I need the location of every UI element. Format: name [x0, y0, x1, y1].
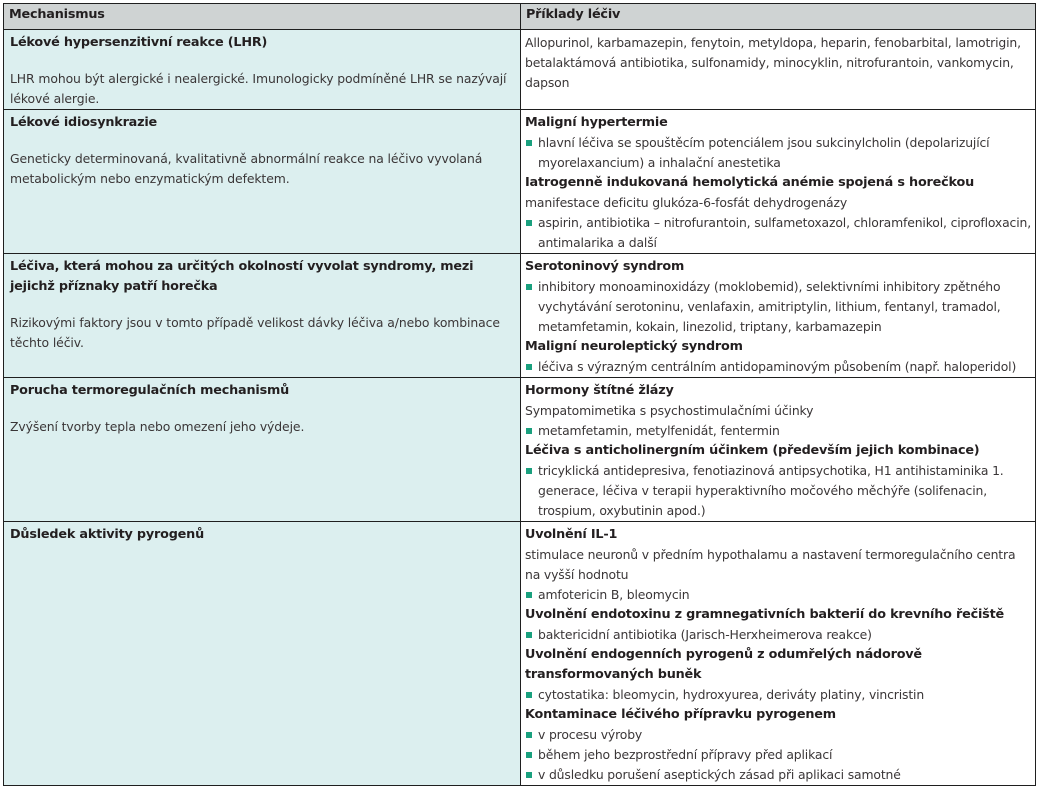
bullet-item: [525, 685, 1031, 705]
bullet-square-icon: [526, 364, 532, 370]
mechanism-cell: [4, 254, 521, 378]
bullet-square-icon: [526, 772, 532, 778]
mechanism-cell: [4, 110, 521, 254]
bullet-item: [525, 277, 1031, 337]
bullet-square-icon: [526, 692, 532, 698]
table-row: [4, 254, 1036, 378]
bullet-item: [525, 765, 1031, 785]
bullet-text: léčiva s výrazným centrálním antidopaminovým působením (např. haloperidol): [538, 359, 1017, 374]
bullet-square-icon: [526, 732, 532, 738]
table-body: [4, 30, 1036, 786]
examples-cell: [521, 30, 1036, 110]
bullet-item: [525, 625, 1031, 645]
bullet-square-icon: [526, 468, 532, 474]
bullet-text: inhibitory monoaminoxidázy (moklobemid), selektivními inhibitory zpětného vychytávání serotoninu, venlafaxin, amitriptylin, lithium, fentanyl, tramadol, metamfetamin, kokain, linezolid, triptany, karbamazepin: [538, 279, 1001, 334]
example-heading: Uvolnění IL-1: [525, 527, 618, 542]
mechanism-title: Lékové hypersenzitivní reakce (LHR): [10, 35, 268, 50]
bullet-item: [525, 357, 1031, 377]
examples-cell: [521, 110, 1036, 254]
bullet-item: [525, 461, 1031, 521]
table-header-row: [4, 4, 1036, 30]
mechanism-description: LHR mohou být alergické i nealergické. Imunologicky podmíněné LHR se nazývají lékové alergie.: [10, 71, 507, 106]
example-text: Sympatomimetika s psychostimulačními účinky: [525, 403, 814, 418]
bullet-text: cytostatika: bleomycin, hydroxyurea, deriváty platiny, vincristin: [538, 687, 925, 702]
mechanism-description: Geneticky determinovaná, kvalitativně abnormální reakce na léčivo vyvolaná metabolickým nebo enzymatickým defektem.: [10, 151, 483, 186]
bullet-text: v důsledku porušení aseptických zásad při aplikaci samotné: [538, 767, 901, 782]
mechanism-description: Rizikovými faktory jsou v tomto případě velikost dávky léčiva a/nebo kombinace těchto léčiv.: [10, 315, 500, 350]
bullet-item: [525, 213, 1031, 253]
document: [3, 3, 1035, 786]
bullet-text: aspirin, antibiotika – nitrofurantoin, sulfametoxazol, chloramfenikol, ciprofloxacin, antimalarika a další: [538, 215, 1032, 250]
example-heading: Kontaminace léčivého přípravku pyrogenem: [525, 707, 836, 722]
table-row: [4, 378, 1036, 522]
example-heading: Serotoninový syndrom: [525, 259, 685, 274]
table-row: [4, 30, 1036, 110]
bullet-item: [525, 421, 1031, 441]
example-heading: Uvolnění endotoxinu z gramnegativních bakterií do krevního řečiště: [525, 607, 1004, 622]
examples-cell: [521, 378, 1036, 522]
mechanism-cell: [4, 30, 521, 110]
bullet-square-icon: [526, 140, 532, 146]
mechanism-title: Léčiva, která mohou za určitých okolností vyvolat syndromy, mezi jejichž příznaky patří horečka: [10, 259, 474, 294]
bullet-text: hlavní léčiva se spouštěcím potenciálem jsou sukcinylcholin (depolarizující myorelaxancium) a inhalační anestetika: [538, 135, 990, 170]
mechanism-title: Lékové idiosynkrazie: [10, 115, 158, 130]
example-text: stimulace neuronů v předním hypothalamu a nastavení termoregulačního centra na vyšší hodnotu: [525, 547, 1016, 582]
example-heading: Maligní hypertermie: [525, 115, 668, 130]
bullet-square-icon: [526, 220, 532, 226]
bullet-square-icon: [526, 752, 532, 758]
example-heading: Hormony štítné žlázy: [525, 383, 674, 398]
example-heading: Iatrogenně indukovaná hemolytická anémie spojená s horečkou: [525, 175, 974, 190]
bullet-square-icon: [526, 284, 532, 290]
example-text: Allopurinol, karbamazepin, fenytoin, metyldopa, heparin, fenobarbital, lamotrigin, betalaktámová antibiotika, sulfonamidy, minocyklin, nitrofurantoin, vankomycin, dapson: [525, 35, 1021, 90]
bullet-text: během jeho bezprostřední přípravy před aplikací: [538, 747, 833, 762]
table-row: [4, 110, 1036, 254]
header-mechanism: Mechanismus: [4, 4, 521, 30]
bullet-square-icon: [526, 428, 532, 434]
bullet-item: [525, 725, 1031, 745]
bullet-square-icon: [526, 592, 532, 598]
drug-fever-table: [3, 3, 1036, 786]
examples-cell: [521, 522, 1036, 786]
header-examples: Příklady léčiv: [521, 4, 1036, 30]
bullet-text: baktericidní antibiotika (Jarisch-Herxheimerova reakce): [538, 627, 872, 642]
bullet-item: [525, 133, 1031, 173]
bullet-text: v procesu výroby: [538, 727, 643, 742]
examples-cell: [521, 254, 1036, 378]
example-heading: Maligní neuroleptický syndrom: [525, 339, 743, 354]
bullet-item: [525, 585, 1031, 605]
bullet-square-icon: [526, 632, 532, 638]
bullet-text: amfotericin B, bleomycin: [538, 587, 690, 602]
example-text: manifestace deficitu glukóza-6-fosfát dehydrogenázy: [525, 195, 848, 210]
bullet-text: tricyklická antidepresiva, fenotiazinová antipsychotika, H1 antihistaminika 1. generace, léčiva v terapii hyperaktivního močového měchýře (solifenacin, trospium, oxybutinin apod.): [538, 463, 1004, 518]
mechanism-cell: [4, 522, 521, 786]
mechanism-cell: [4, 378, 521, 522]
mechanism-title: Důsledek aktivity pyrogenů: [10, 527, 204, 542]
example-heading: Uvolnění endogenních pyrogenů z odumřelých nádorově transformovaných buněk: [525, 647, 922, 682]
mechanism-title: Porucha termoregulačních mechanismů: [10, 383, 290, 398]
bullet-text: metamfetamin, metylfenidát, fentermin: [538, 423, 780, 438]
mechanism-description: Zvýšení tvorby tepla nebo omezení jeho výdeje.: [10, 419, 305, 434]
example-heading: Léčiva s anticholinergním účinkem (především jejich kombinace): [525, 443, 980, 458]
table-row: [4, 522, 1036, 786]
bullet-item: [525, 745, 1031, 765]
